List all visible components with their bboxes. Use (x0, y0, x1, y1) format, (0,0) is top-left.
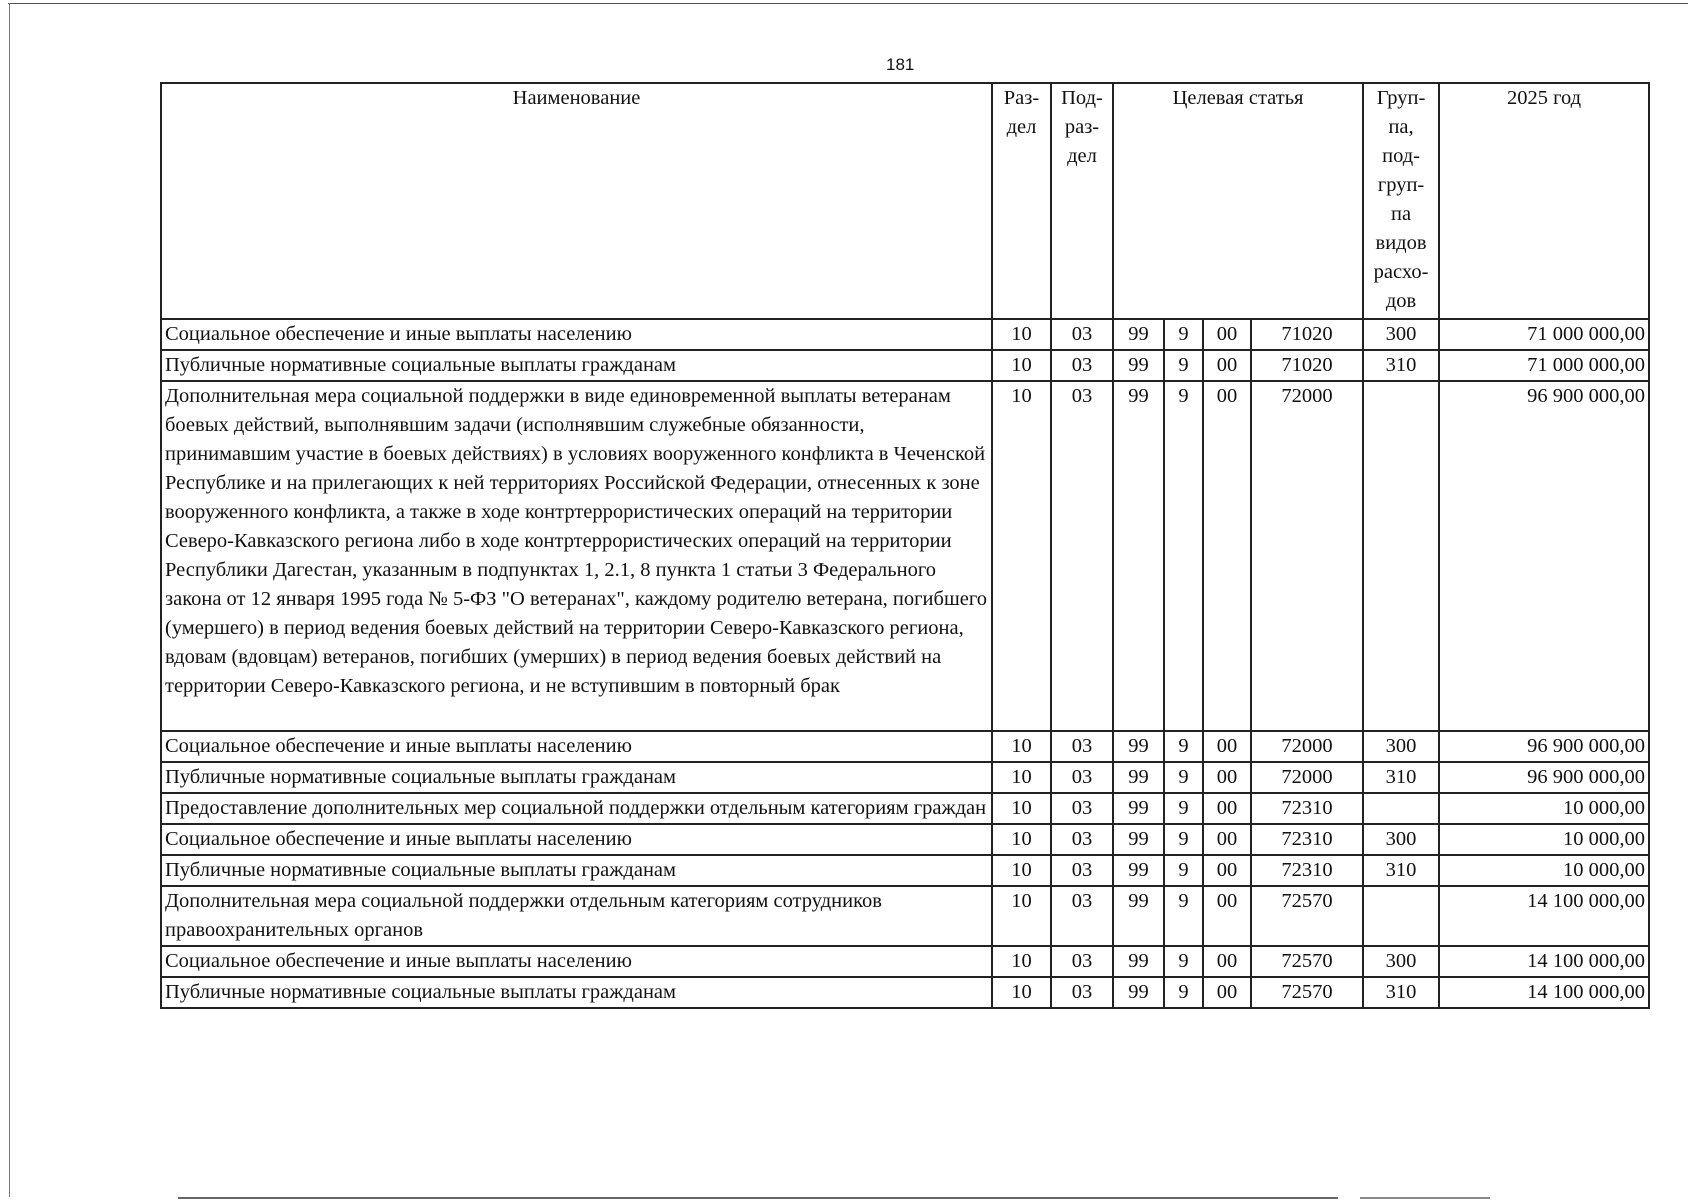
row-group: 310 (1363, 350, 1439, 381)
row-razdel: 10 (992, 381, 1051, 731)
row-name: Дополнительная мера социальной поддержки отдельным категориям сотрудников правоохранительных органов (161, 886, 992, 946)
table-row (161, 824, 1649, 855)
row-amount: 10 000,00 (1439, 855, 1649, 886)
row-group: 300 (1363, 946, 1439, 977)
row-cs-direction: 72310 (1251, 855, 1363, 886)
row-group: 300 (1363, 824, 1439, 855)
row-podrazdel: 03 (1051, 793, 1113, 824)
row-amount: 71 000 000,00 (1439, 319, 1649, 350)
table-row (161, 886, 1649, 946)
scan-edge-bottom-right (1360, 1197, 1490, 1199)
row-cs-subprogram: 9 (1164, 793, 1203, 824)
row-amount: 96 900 000,00 (1439, 762, 1649, 793)
header-podrazdel: Под- раз- дел (1051, 83, 1113, 319)
row-cs-program: 99 (1113, 824, 1164, 855)
row-cs-direction: 71020 (1251, 350, 1363, 381)
row-amount: 96 900 000,00 (1439, 731, 1649, 762)
row-cs-event: 00 (1203, 762, 1251, 793)
scan-edge-left (9, 3, 10, 1197)
row-cs-event: 00 (1203, 350, 1251, 381)
row-podrazdel: 03 (1051, 381, 1113, 731)
row-razdel: 10 (992, 946, 1051, 977)
row-podrazdel: 03 (1051, 946, 1113, 977)
row-cs-event: 00 (1203, 381, 1251, 731)
table-row (161, 381, 1649, 731)
row-razdel: 10 (992, 319, 1051, 350)
row-podrazdel: 03 (1051, 350, 1113, 381)
row-cs-event: 00 (1203, 946, 1251, 977)
row-podrazdel: 03 (1051, 731, 1113, 762)
row-group: 300 (1363, 319, 1439, 350)
row-name: Дополнительная мера социальной поддержки в виде единовременной выплаты ветеранам боевых действий, выполнявшим задачи (исполнявшим служебные обязанности, принимавшим участие в боевых действиях) в условиях вооруженного конфликта в Чеченской Республике и на прилегающих к ней территориях Российской Федерации, отнесенных к зоне вооруженного конфликта, а также в ходе контртеррористических операций на территории Северо-Кавказского региона либо в ходе контртеррористических операций на территории Республики Дагестан, указанным в подпунктах 1, 2.1, 8 пункта 1 статьи 3 Федерального закона от 12 января 1995 года № 5-ФЗ "О ветеранах", каждому родителю ветерана, погибшего (умершего) в период ведения боевых действий на территории Северо-Кавказского региона, вдовам (вдовцам) ветеранов, погибших (умерших) в период ведения боевых действий на территории Северо-Кавказского региона, и не вступившим в повторный брак (161, 381, 992, 731)
row-name: Социальное обеспечение и иные выплаты населению (161, 946, 992, 977)
row-group: 310 (1363, 977, 1439, 1008)
scan-edge-bottom (178, 1197, 1338, 1199)
row-cs-program: 99 (1113, 319, 1164, 350)
row-name: Публичные нормативные социальные выплаты гражданам (161, 350, 992, 381)
header-year: 2025 год (1439, 83, 1649, 319)
row-amount: 71 000 000,00 (1439, 350, 1649, 381)
row-amount: 14 100 000,00 (1439, 946, 1649, 977)
row-podrazdel: 03 (1051, 855, 1113, 886)
row-cs-direction: 71020 (1251, 319, 1363, 350)
row-group: 310 (1363, 762, 1439, 793)
header-name: Наименование (161, 83, 992, 319)
table-row (161, 319, 1649, 350)
row-name: Публичные нормативные социальные выплаты гражданам (161, 855, 992, 886)
table-row (161, 855, 1649, 886)
row-cs-subprogram: 9 (1164, 824, 1203, 855)
row-group (1363, 886, 1439, 946)
row-cs-direction: 72000 (1251, 762, 1363, 793)
row-cs-direction: 72000 (1251, 381, 1363, 731)
row-cs-program: 99 (1113, 946, 1164, 977)
row-cs-event: 00 (1203, 731, 1251, 762)
row-cs-direction: 72570 (1251, 977, 1363, 1008)
row-razdel: 10 (992, 824, 1051, 855)
table-row (161, 762, 1649, 793)
row-cs-subprogram: 9 (1164, 977, 1203, 1008)
header-razdel: Раз- дел (992, 83, 1051, 319)
row-cs-subprogram: 9 (1164, 855, 1203, 886)
row-amount: 96 900 000,00 (1439, 381, 1649, 731)
row-cs-program: 99 (1113, 886, 1164, 946)
row-cs-subprogram: 9 (1164, 762, 1203, 793)
row-cs-subprogram: 9 (1164, 350, 1203, 381)
row-group: 310 (1363, 855, 1439, 886)
row-name: Социальное обеспечение и иные выплаты населению (161, 824, 992, 855)
header-expense-group: Груп- па, под- груп- па видов расхо- дов (1363, 83, 1439, 319)
table-row (161, 946, 1649, 977)
header-target-article: Целевая статья (1113, 83, 1363, 319)
row-cs-event: 00 (1203, 886, 1251, 946)
row-cs-event: 00 (1203, 977, 1251, 1008)
row-cs-subprogram: 9 (1164, 946, 1203, 977)
row-amount: 14 100 000,00 (1439, 886, 1649, 946)
table-row (161, 977, 1649, 1008)
table-row (161, 731, 1649, 762)
row-cs-subprogram: 9 (1164, 319, 1203, 350)
row-cs-direction: 72310 (1251, 793, 1363, 824)
scan-edge-top (8, 3, 1688, 4)
row-amount: 10 000,00 (1439, 824, 1649, 855)
row-cs-direction: 72000 (1251, 731, 1363, 762)
row-cs-direction: 72570 (1251, 946, 1363, 977)
row-razdel: 10 (992, 793, 1051, 824)
budget-table (160, 82, 1650, 1009)
row-group (1363, 793, 1439, 824)
row-razdel: 10 (992, 977, 1051, 1008)
page-number: 181 (886, 55, 915, 74)
row-name: Социальное обеспечение и иные выплаты населению (161, 319, 992, 350)
row-name: Социальное обеспечение и иные выплаты населению (161, 731, 992, 762)
table-row (161, 350, 1649, 381)
row-cs-event: 00 (1203, 824, 1251, 855)
table-row (161, 793, 1649, 824)
row-cs-direction: 72570 (1251, 886, 1363, 946)
row-amount: 14 100 000,00 (1439, 977, 1649, 1008)
row-cs-direction: 72310 (1251, 824, 1363, 855)
row-razdel: 10 (992, 886, 1051, 946)
row-razdel: 10 (992, 855, 1051, 886)
row-amount: 10 000,00 (1439, 793, 1649, 824)
row-razdel: 10 (992, 762, 1051, 793)
row-podrazdel: 03 (1051, 762, 1113, 793)
row-cs-event: 00 (1203, 855, 1251, 886)
row-cs-program: 99 (1113, 793, 1164, 824)
row-cs-event: 00 (1203, 793, 1251, 824)
row-group (1363, 381, 1439, 731)
row-podrazdel: 03 (1051, 977, 1113, 1008)
row-cs-program: 99 (1113, 977, 1164, 1008)
row-name: Предоставление дополнительных мер социальной поддержки отдельным категориям граждан (161, 793, 992, 824)
table-header-row (161, 83, 1649, 319)
row-razdel: 10 (992, 731, 1051, 762)
row-cs-program: 99 (1113, 855, 1164, 886)
row-cs-event: 00 (1203, 319, 1251, 350)
row-cs-subprogram: 9 (1164, 886, 1203, 946)
row-cs-subprogram: 9 (1164, 381, 1203, 731)
row-name: Публичные нормативные социальные выплаты гражданам (161, 977, 992, 1008)
row-cs-program: 99 (1113, 381, 1164, 731)
row-cs-program: 99 (1113, 350, 1164, 381)
row-podrazdel: 03 (1051, 319, 1113, 350)
row-podrazdel: 03 (1051, 824, 1113, 855)
row-cs-program: 99 (1113, 762, 1164, 793)
row-cs-subprogram: 9 (1164, 731, 1203, 762)
row-group: 300 (1363, 731, 1439, 762)
row-podrazdel: 03 (1051, 886, 1113, 946)
row-name: Публичные нормативные социальные выплаты гражданам (161, 762, 992, 793)
row-razdel: 10 (992, 350, 1051, 381)
row-cs-program: 99 (1113, 731, 1164, 762)
